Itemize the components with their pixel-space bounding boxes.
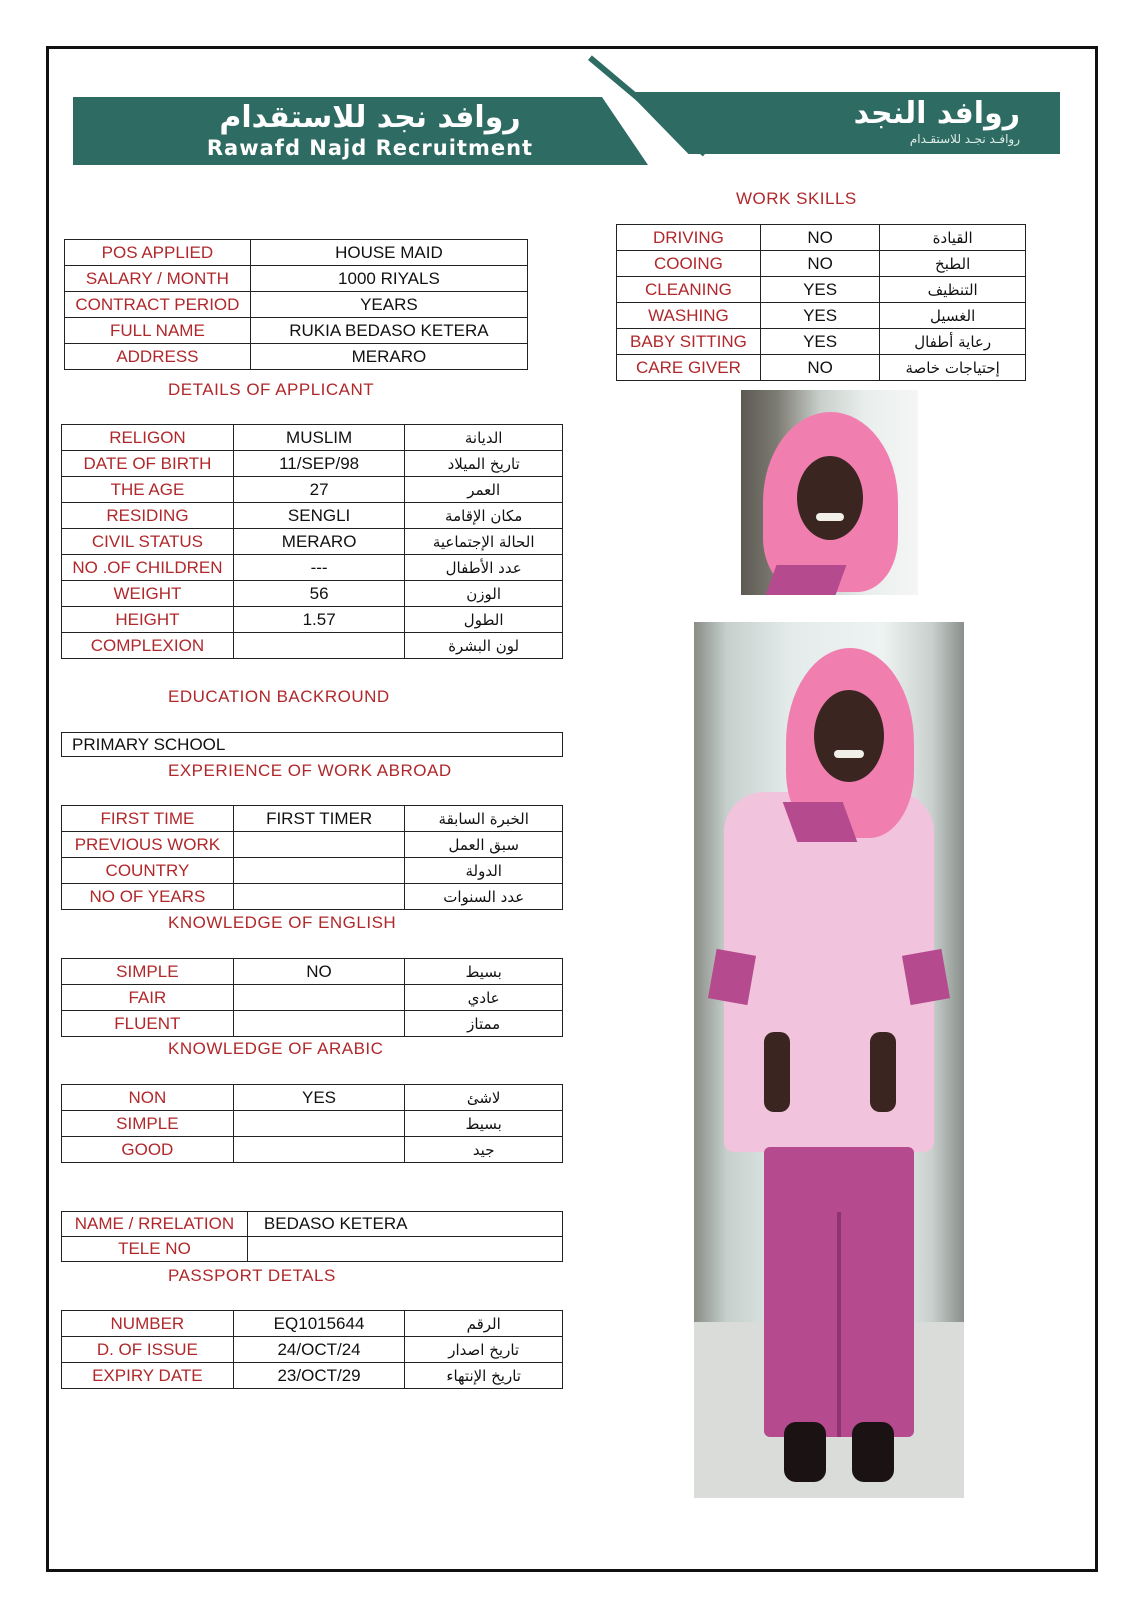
row-value: YEARS — [250, 292, 527, 318]
row-value: 11/SEP/98 — [233, 451, 404, 477]
row-label: COOING — [617, 251, 761, 277]
row-label-arabic: عدد السنوات — [405, 884, 563, 910]
row-value: MERARO — [250, 344, 527, 370]
row-label-arabic: جيد — [405, 1137, 563, 1163]
table-row — [62, 959, 563, 985]
row-value: BEDASO KETERA — [247, 1212, 562, 1237]
work-skills-table — [616, 224, 1026, 381]
english-table — [61, 958, 563, 1037]
row-value: 56 — [233, 581, 404, 607]
row-label: BABY SITTING — [617, 329, 761, 355]
table-row — [62, 1212, 563, 1237]
table-row — [65, 266, 528, 292]
row-label: FAIR — [62, 985, 234, 1011]
relation-table — [61, 1211, 563, 1262]
table-row — [617, 225, 1026, 251]
education-value: PRIMARY SCHOOL — [62, 733, 563, 757]
table-row — [62, 425, 563, 451]
table-row — [62, 477, 563, 503]
row-label: THE AGE — [62, 477, 234, 503]
row-label-arabic: الحالة الإجتماعية — [405, 529, 563, 555]
row-value: YES — [760, 329, 879, 355]
row-label-arabic: الوزن — [405, 581, 563, 607]
table-row — [62, 1085, 563, 1111]
row-label-arabic: لاشئ — [405, 1085, 563, 1111]
row-label: NO .OF CHILDREN — [62, 555, 234, 581]
passport-heading: PASSPORT DETALS — [168, 1266, 336, 1285]
row-value: HOUSE MAID — [250, 240, 527, 266]
arabic-heading: KNOWLEDGE OF ARABIC — [168, 1039, 384, 1058]
table-row — [62, 503, 563, 529]
row-value: YES — [760, 277, 879, 303]
row-label: TELE NO — [62, 1237, 248, 1262]
row-label-arabic: رعاية أطفال — [880, 329, 1026, 355]
table-row — [65, 240, 528, 266]
row-value: NO — [233, 959, 405, 985]
table-row — [62, 832, 563, 858]
company-title-arabic: روافد نجد للاستقدام — [219, 100, 521, 135]
row-label-arabic: الغسيل — [880, 303, 1026, 329]
row-value: RUKIA BEDASO KETERA — [250, 318, 527, 344]
row-label-arabic: الرقم — [405, 1311, 563, 1337]
row-value — [233, 1137, 405, 1163]
table-row — [62, 985, 563, 1011]
row-label-arabic: بسيط — [405, 1111, 563, 1137]
row-label-arabic: الطبخ — [880, 251, 1026, 277]
table-row — [62, 1337, 563, 1363]
row-label: CARE GIVER — [617, 355, 761, 381]
row-label-arabic: عدد الأطفال — [405, 555, 563, 581]
table-row — [617, 277, 1026, 303]
row-label-arabic: مكان الإقامة — [405, 503, 563, 529]
table-row — [617, 355, 1026, 381]
table-row — [62, 858, 563, 884]
table-row — [65, 292, 528, 318]
row-value — [247, 1237, 562, 1262]
row-label-arabic: الدولة — [405, 858, 563, 884]
row-label: NUMBER — [62, 1311, 234, 1337]
table-row — [617, 251, 1026, 277]
table-row — [62, 1237, 563, 1262]
applicant-table — [61, 424, 563, 659]
row-label: RESIDING — [62, 503, 234, 529]
table-row — [62, 884, 563, 910]
row-value: 1.57 — [233, 607, 404, 633]
full-body-photo — [694, 622, 964, 1498]
row-label: GOOD — [62, 1137, 234, 1163]
table-row — [62, 1311, 563, 1337]
row-label: CIVIL STATUS — [62, 529, 234, 555]
arabic-table — [61, 1084, 563, 1163]
table-row — [65, 318, 528, 344]
row-label-arabic: الديانة — [405, 425, 563, 451]
uniform-top — [724, 792, 934, 1152]
table-row — [62, 633, 563, 659]
table-row — [62, 581, 563, 607]
row-label: RELIGON — [62, 425, 234, 451]
row-value: NO — [760, 251, 879, 277]
shoe-right — [852, 1422, 894, 1482]
row-label-arabic: تاريخ اصدار — [405, 1337, 563, 1363]
row-label: FULL NAME — [65, 318, 251, 344]
table-row — [65, 344, 528, 370]
row-label-arabic: القيادة — [880, 225, 1026, 251]
table-row — [62, 806, 563, 832]
row-value: NO — [760, 225, 879, 251]
applicant-heading: DETAILS OF APPLICANT — [168, 380, 375, 399]
row-label: HEIGHT — [62, 607, 234, 633]
row-label-arabic: إحتياجات خاصة — [880, 355, 1026, 381]
company-logo — [800, 96, 1020, 150]
table-row — [62, 1111, 563, 1137]
education-heading: EDUCATION BACKROUND — [168, 687, 390, 706]
row-value: SENGLI — [233, 503, 404, 529]
row-value — [233, 884, 405, 910]
row-value — [233, 832, 405, 858]
row-label-arabic: بسيط — [405, 959, 563, 985]
row-value: MUSLIM — [233, 425, 404, 451]
row-label: DRIVING — [617, 225, 761, 251]
row-label: D. OF ISSUE — [62, 1337, 234, 1363]
row-label: COMPLEXION — [62, 633, 234, 659]
row-value: NO — [760, 355, 879, 381]
english-heading: KNOWLEDGE OF ENGLISH — [168, 913, 397, 932]
row-label: EXPIRY DATE — [62, 1363, 234, 1389]
row-label: SALARY / MONTH — [65, 266, 251, 292]
row-label: PREVIOUS WORK — [62, 832, 234, 858]
row-label-arabic: تاريخ الإنتهاء — [405, 1363, 563, 1389]
row-label: FLUENT — [62, 1011, 234, 1037]
row-value: 1000 RIYALS — [250, 266, 527, 292]
row-label-arabic: الخبرة السابقة — [405, 806, 563, 832]
row-label-arabic: سبق العمل — [405, 832, 563, 858]
table-row — [62, 607, 563, 633]
row-value — [233, 633, 404, 659]
row-label: NON — [62, 1085, 234, 1111]
row-label-arabic: الطول — [405, 607, 563, 633]
work-skills-heading: WORK SKILLS — [736, 189, 857, 208]
position-table — [64, 239, 528, 370]
education-table — [61, 732, 563, 757]
row-label: SIMPLE — [62, 1111, 234, 1137]
table-row — [62, 1363, 563, 1389]
row-value — [233, 1011, 405, 1037]
row-value: 24/OCT/24 — [233, 1337, 405, 1363]
shoe-left — [784, 1422, 826, 1482]
table-row — [62, 555, 563, 581]
portrait-photo — [741, 390, 918, 595]
row-value: YES — [233, 1085, 405, 1111]
row-value: YES — [760, 303, 879, 329]
row-label: WASHING — [617, 303, 761, 329]
face-shape — [797, 456, 863, 540]
row-value: 23/OCT/29 — [233, 1363, 405, 1389]
table-row — [62, 529, 563, 555]
row-value — [233, 1111, 405, 1137]
experience-heading: EXPERIENCE OF WORK ABROAD — [168, 761, 452, 780]
row-value: FIRST TIMER — [233, 806, 405, 832]
table-row — [617, 329, 1026, 355]
row-value: --- — [233, 555, 404, 581]
experience-table — [61, 805, 563, 910]
row-label: CONTRACT PERIOD — [65, 292, 251, 318]
row-label: CLEANING — [617, 277, 761, 303]
row-label: WEIGHT — [62, 581, 234, 607]
company-title: Rawafd Najd Recruitment — [206, 136, 534, 160]
table-row — [617, 303, 1026, 329]
row-label: ADDRESS — [65, 344, 251, 370]
row-label: DATE OF BIRTH — [62, 451, 234, 477]
table-row — [62, 1011, 563, 1037]
row-label: NO OF YEARS — [62, 884, 234, 910]
row-label-arabic: ممتاز — [405, 1011, 563, 1037]
row-label: POS APPLIED — [65, 240, 251, 266]
row-label-arabic: التنظيف — [880, 277, 1026, 303]
row-label-arabic: العمر — [405, 477, 563, 503]
passport-table — [61, 1310, 563, 1389]
row-label-arabic: عادي — [405, 985, 563, 1011]
row-label: NAME / RRELATION — [62, 1212, 248, 1237]
row-value — [233, 985, 405, 1011]
face-shape-2 — [814, 690, 884, 782]
row-value: MERARO — [233, 529, 404, 555]
logo-text: روافد النجد — [853, 96, 1020, 131]
row-value — [233, 858, 405, 884]
table-row — [62, 451, 563, 477]
row-label: FIRST TIME — [62, 806, 234, 832]
row-label-arabic: تاريخ الميلاد — [405, 451, 563, 477]
row-label: SIMPLE — [62, 959, 234, 985]
table-row — [62, 1137, 563, 1163]
logo-subtext: روافـد نجـد للاستقـدام — [909, 132, 1020, 146]
row-label-arabic: لون البشرة — [405, 633, 563, 659]
row-value: EQ1015644 — [233, 1311, 405, 1337]
row-label: COUNTRY — [62, 858, 234, 884]
row-value: 27 — [233, 477, 404, 503]
